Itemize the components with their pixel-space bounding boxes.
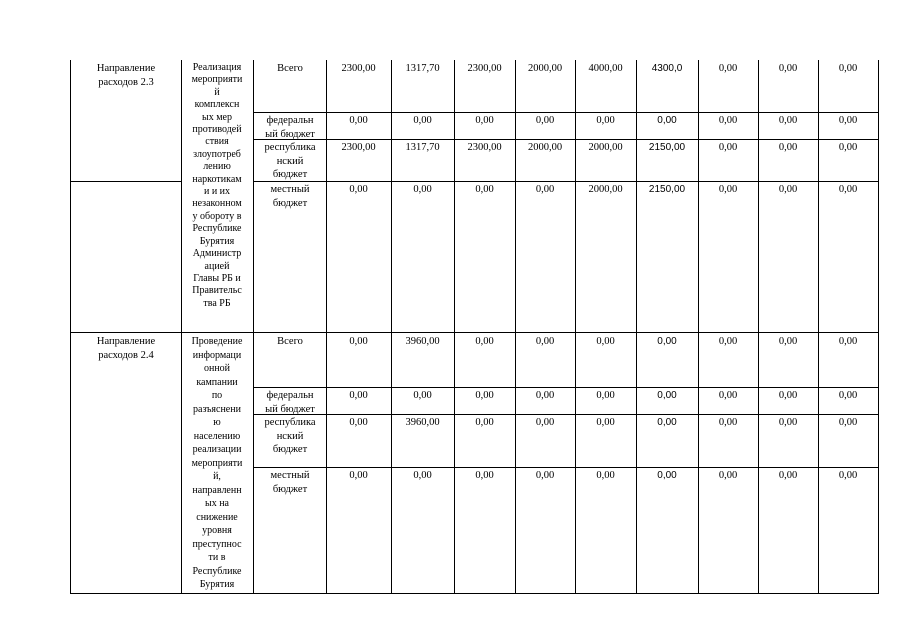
value-cell: 0,00	[718, 63, 738, 74]
value-cell: 0,00	[838, 390, 858, 401]
value-cell: 0,00	[778, 142, 798, 153]
value-cell: 0,00	[535, 336, 555, 347]
value-cell: 0,00	[413, 470, 432, 481]
value-cell: 0,00	[349, 115, 368, 126]
value-cell: 0,00	[778, 115, 798, 126]
value-cell: 2300,00	[341, 63, 376, 74]
value-cell: 0,00	[778, 336, 798, 347]
value-cell: 2000,00	[588, 142, 623, 153]
source-cell: Всего	[277, 336, 303, 347]
value-cell: 0,00	[535, 184, 555, 195]
source-cell: Всего	[277, 63, 303, 74]
section-divider	[70, 332, 879, 333]
value-cell: 2150,00	[648, 184, 686, 195]
source-cell: республика нский бюджет	[264, 417, 316, 455]
value-cell: 0,00	[718, 470, 738, 481]
value-cell: 2300,00	[467, 142, 502, 153]
value-cell: 0,00	[349, 470, 368, 481]
table-border-bottom	[70, 593, 879, 594]
value-cell: 0,00	[475, 115, 494, 126]
value-cell: 1317,70	[405, 63, 440, 74]
value-cell: 0,00	[475, 390, 494, 401]
value-cell: 0,00	[838, 417, 858, 428]
row-divider	[253, 387, 879, 388]
value-cell: 0,00	[778, 184, 798, 195]
value-cell: 0,00	[718, 417, 738, 428]
value-cell: 0,00	[349, 417, 368, 428]
value-cell: 0,00	[413, 390, 432, 401]
value-cell: 0,00	[349, 390, 368, 401]
value-cell: 0,00	[778, 470, 798, 481]
row-divider	[70, 181, 182, 182]
value-cell: 0,00	[838, 336, 858, 347]
value-cell: 0,00	[596, 115, 615, 126]
source-cell: федеральн ый бюджет	[265, 115, 315, 140]
value-cell: 2150,00	[648, 142, 686, 153]
value-cell: 2300,00	[467, 63, 502, 74]
row-divider	[253, 112, 879, 113]
value-cell: 2000,00	[527, 63, 563, 74]
table-border-left	[70, 60, 71, 593]
row-divider	[253, 414, 879, 415]
value-cell: 0,00	[718, 390, 738, 401]
value-cell: 0,00	[657, 390, 677, 401]
direction-cell-2-4: Направление расходов 2.4	[96, 336, 156, 361]
value-cell: 0,00	[349, 184, 368, 195]
value-cell: 0,00	[535, 417, 555, 428]
value-cell: 0,00	[596, 417, 615, 428]
value-cell: 0,00	[718, 184, 738, 195]
value-cell: 4000,00	[588, 63, 623, 74]
row-divider	[253, 139, 879, 140]
value-cell: 0,00	[838, 115, 858, 126]
value-cell: 0,00	[778, 390, 798, 401]
value-cell: 0,00	[838, 63, 858, 74]
value-cell: 0,00	[535, 390, 555, 401]
value-cell: 0,00	[778, 63, 798, 74]
value-cell: 3960,00	[405, 336, 440, 347]
value-cell: 0,00	[413, 184, 432, 195]
value-cell: 0,00	[657, 470, 677, 481]
value-cell: 0,00	[475, 417, 494, 428]
source-cell: местный бюджет	[270, 470, 310, 495]
value-cell: 0,00	[535, 115, 555, 126]
value-cell: 3960,00	[405, 417, 440, 428]
value-cell: 0,00	[596, 390, 615, 401]
value-cell: 0,00	[838, 142, 858, 153]
value-cell: 0,00	[657, 336, 677, 347]
value-cell: 0,00	[718, 142, 738, 153]
value-cell: 0,00	[596, 470, 615, 481]
value-cell: 2000,00	[527, 142, 563, 153]
value-cell: 0,00	[596, 336, 615, 347]
value-cell: 0,00	[535, 470, 555, 481]
value-cell: 0,00	[475, 470, 494, 481]
value-cell: 0,00	[718, 336, 738, 347]
value-cell: 0,00	[838, 184, 858, 195]
row-divider	[253, 467, 879, 468]
value-cell: 0,00	[475, 184, 494, 195]
value-cell: 2000,00	[588, 184, 623, 195]
value-cell: 0,00	[657, 417, 677, 428]
value-cell: 0,00	[778, 417, 798, 428]
source-cell: местный бюджет	[270, 184, 310, 209]
description-cell-2-4: Проведение информаци онной кампании по разъяснени ю населению реализации мероприяти й, направленн ых на снижение уровня преступнос ти в Республике Бурятия	[191, 336, 243, 590]
value-cell: 0,00	[718, 115, 738, 126]
source-cell: федеральн ый бюджет	[265, 390, 315, 415]
value-cell: 4300,0	[651, 63, 683, 74]
value-cell: 0,00	[838, 470, 858, 481]
row-divider	[253, 181, 879, 182]
direction-cell-2-3: Направление расходов 2.3	[96, 63, 156, 88]
value-cell: 0,00	[657, 115, 677, 126]
column-divider	[181, 60, 182, 593]
value-cell: 0,00	[413, 115, 432, 126]
value-cell: 2300,00	[341, 142, 376, 153]
value-cell: 0,00	[349, 336, 368, 347]
source-cell: республика нский бюджет	[264, 142, 316, 180]
value-cell: 0,00	[475, 336, 494, 347]
value-cell: 1317,70	[405, 142, 440, 153]
description-cell-2-3: Реализация мероприяти й комплексн ых мер противодей ствия злоупотреб лению наркотикам и и их незаконном у обороту в Республике Бурятия Администр ацией Главы РБ и Правительс тва РБ	[191, 62, 243, 309]
